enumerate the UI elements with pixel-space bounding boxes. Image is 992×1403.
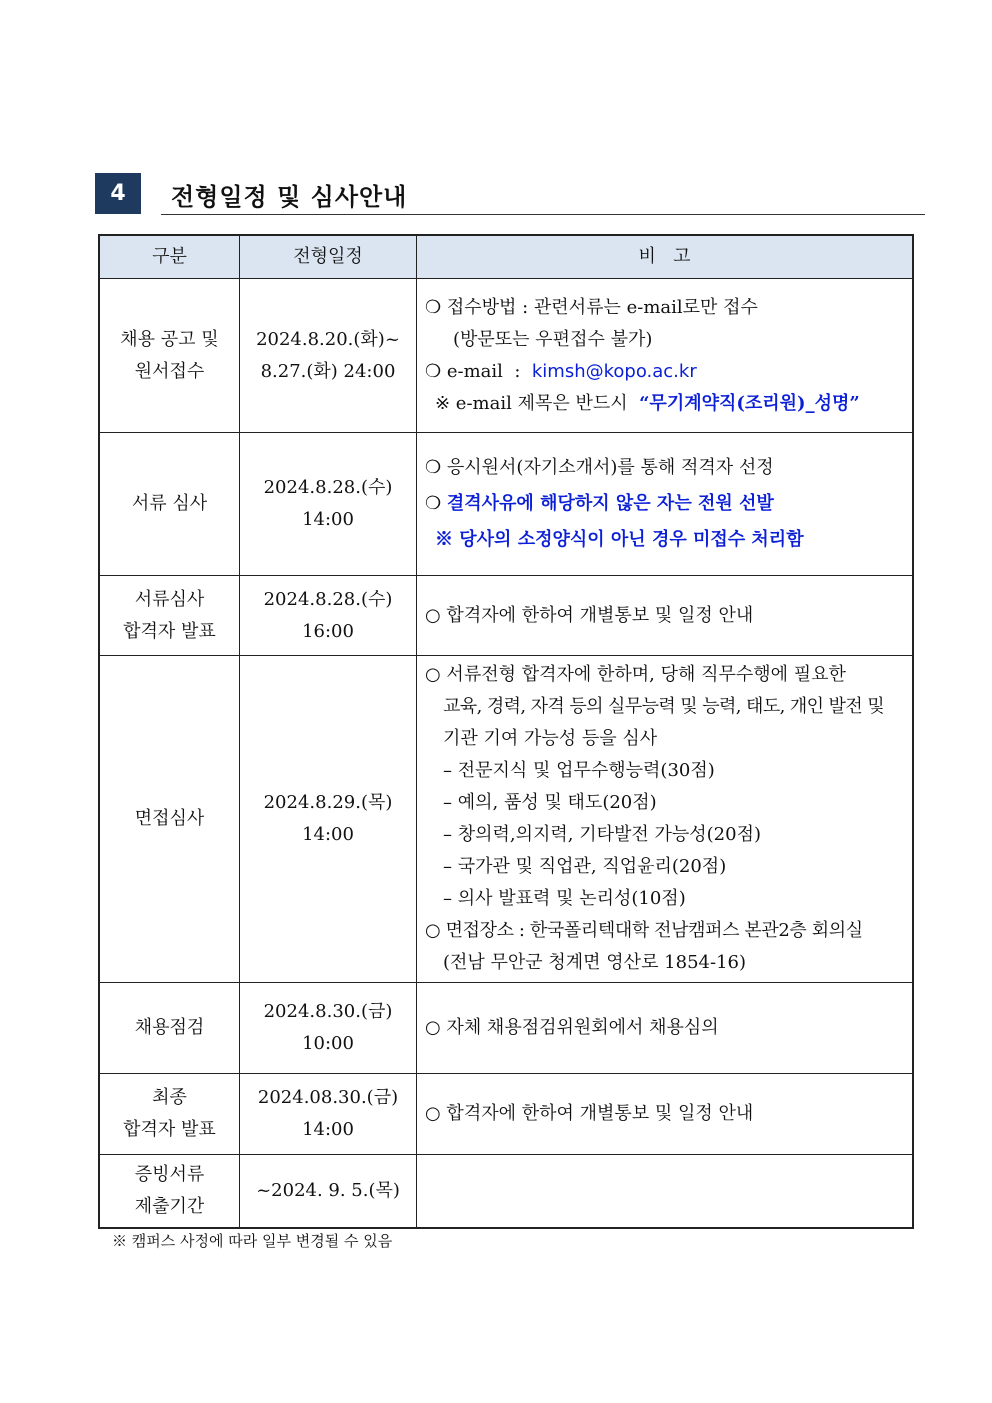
row-schedule: 2024.8.28.(수) 16:00 <box>240 576 417 656</box>
footnote: ※ 캠퍼스 사정에 따라 일부 변경될 수 있음 <box>112 1232 393 1250</box>
table-row <box>99 433 913 576</box>
section-underline <box>161 214 925 215</box>
row-remarks: ○ 자체 채용점검위원회에서 채용심의 <box>417 983 914 1074</box>
row-remarks <box>417 1155 914 1228</box>
row-category: 채용점검 <box>99 983 240 1074</box>
email-address: kimsh@kopo.ac.kr <box>531 360 697 382</box>
row-schedule: 2024.8.30.(금) 10:00 <box>240 983 417 1074</box>
row-category: 면접심사 <box>99 656 240 983</box>
table-row <box>99 656 913 983</box>
section-title: 전형일정 및 심사안내 <box>171 183 408 211</box>
header-remarks: 비 고 <box>417 235 914 279</box>
row-category: 증빙서류 제출기간 <box>99 1155 240 1228</box>
section-number: 4 <box>95 173 141 214</box>
row-remarks: ❍ 응시원서(자기소개서)를 통해 적격자 선정 ❍ 결격사유에 해당하지 않은 자는 전원 선발 ※ 당사의 소정양식이 아닌 경우 미접수 처리함 <box>417 433 914 576</box>
row-remarks: ○ 합격자에 한하여 개별통보 및 일정 안내 <box>417 1074 914 1155</box>
row-schedule: 2024.8.29.(목) 14:00 <box>240 656 417 983</box>
table-row <box>99 279 913 433</box>
table-row <box>99 983 913 1074</box>
row-category: 최종 합격자 발표 <box>99 1074 240 1155</box>
header-schedule: 전형일정 <box>240 235 417 279</box>
row-category: 채용 공고 및 원서접수 <box>99 279 240 433</box>
row-schedule: 2024.8.28.(수) 14:00 <box>240 433 417 576</box>
schedule-table <box>98 234 914 1229</box>
row-schedule: 2024.08.30.(금) 14:00 <box>240 1074 417 1155</box>
table-header-row <box>99 235 913 279</box>
row-remarks: ○ 서류전형 합격자에 한하며, 당해 직무수행에 필요한 교육, 경력, 자격 등의 실무능력 및 능력, 태도, 개인 발전 및 기관 기여 가능성 등을 심사 – 전문지식 및 업무수행능력(30점) – 예의, 품성 및 태도(20점) – 창의력,의지력, 기타발전 가능성(20점) – 국가관 및 직업관, 직업윤리(20점) – 의사 발표력 및 논리성(10점) ○ 면접장소 : 한국폴리텍대학 전남캠퍼스 본관2층 회의실 (전남 무안군 청계면 영산로 1854-16) <box>417 656 914 983</box>
row-remarks: ○ 합격자에 한하여 개별통보 및 일정 안내 <box>417 576 914 656</box>
row-schedule: ~2024. 9. 5.(목) <box>240 1155 417 1228</box>
row-remarks: ❍ 접수방법 : 관련서류는 e-mail로만 접수 (방문또는 우편접수 불가) ❍ e-mail : kimsh@kopo.ac.kr ※ e-mail 제목은 반드시 “무기계약직(조리원)_성명” <box>417 279 914 433</box>
table-row <box>99 576 913 656</box>
email-subject: “무기계약직(조리원)_성명” <box>639 392 860 414</box>
table-row <box>99 1155 913 1228</box>
row-schedule: 2024.8.20.(화)~ 8.27.(화) 24:00 <box>240 279 417 433</box>
header-category: 구분 <box>99 235 240 279</box>
row-category: 서류심사 합격자 발표 <box>99 576 240 656</box>
section-header <box>95 173 925 217</box>
row-category: 서류 심사 <box>99 433 240 576</box>
table-row <box>99 1074 913 1155</box>
